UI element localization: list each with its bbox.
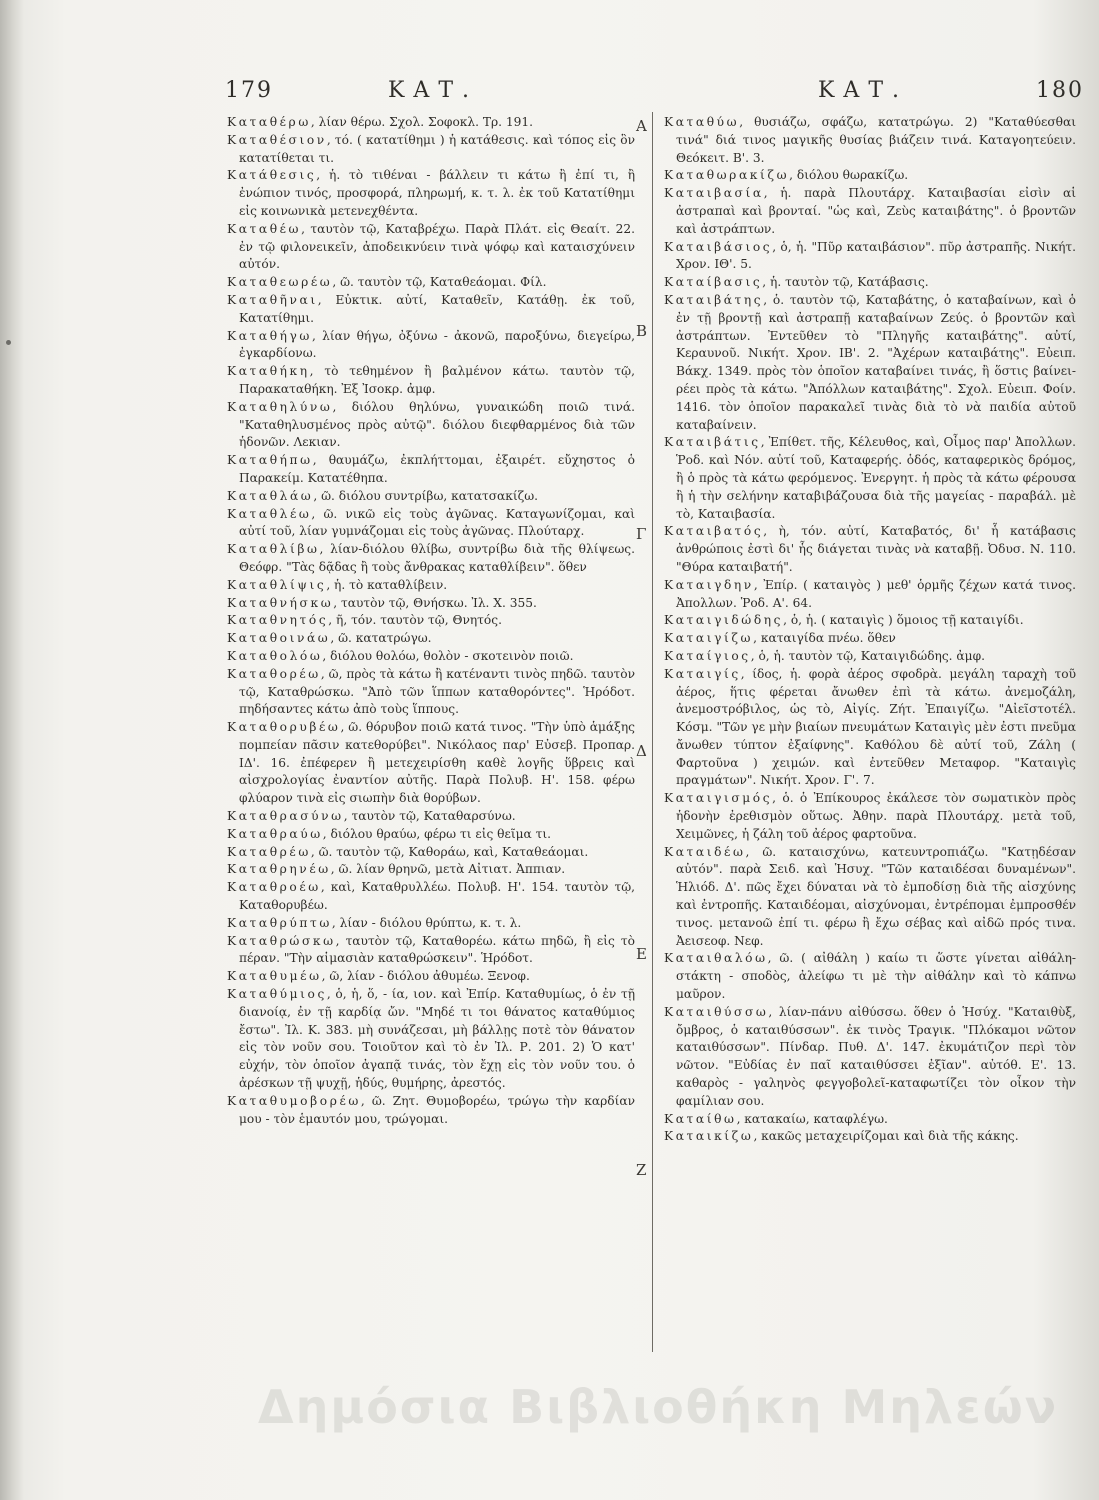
entry-definition: , κακῶς μεταχειρίζομαι καὶ διὰ τῆς κάκης. [753, 1129, 1019, 1144]
entry-headword: Καταθορέω [227, 666, 321, 681]
dictionary-entry [227, 1093, 635, 1129]
entry-definition: , τὸ τεθημένον ἢ βαλμένον κάτω. ταυτὸν τῷ, Παρακαταθήκη. Ἐξ Ἰσοκρ. ἀμφ. [239, 364, 635, 396]
dictionary-entry [227, 879, 635, 915]
entry-definition: , ῶ. νικῶ εἰς τοὺς ἀγῶνας. Καταγωνίζομαι, καὶ αὐτί τοῦ, λίαν γυμνάζομαι εἰς τοὺς ἀγῶνας. Πλούταρχ. [239, 506, 635, 539]
dictionary-entry [227, 363, 635, 399]
dictionary-entry [664, 167, 1076, 185]
entry-definition: , ῆ, τόν. ταυτὸν τῷ, Θνητός. [328, 613, 502, 628]
dictionary-entry [227, 933, 635, 969]
entry-headword: Καταθρηνέω [227, 862, 331, 877]
entry-headword: Καταθέρω [227, 115, 311, 129]
entry-definition: , διόλου θολόω, θολὸν - σκοτεινὸν ποιῶ. [322, 648, 574, 663]
entry-headword: Καταθεωρέω [227, 275, 333, 290]
right-column [664, 114, 1076, 1146]
margin-letter: Α [636, 117, 647, 135]
entry-definition: , καταιγίδα πνέω. ὅθεν [753, 631, 896, 646]
dictionary-entry [227, 328, 635, 364]
dictionary-entry [664, 790, 1076, 843]
entry-headword: Καταθρύπτω [227, 915, 332, 930]
entry-headword: Καταιγιδώδης [664, 613, 784, 628]
library-watermark: Δημόσια Βιβλιοθήκη Μηλεών [258, 1380, 1059, 1434]
entry-headword: Καταιδέω [664, 844, 746, 859]
entry-headword: Καταθορυβέω [227, 720, 341, 735]
entry-headword: Καταθλάω [227, 488, 314, 503]
dictionary-entry [227, 666, 635, 719]
dictionary-entry [227, 114, 635, 132]
entry-headword: Καταθυμοβορέω [227, 1093, 361, 1108]
entry-headword: Καταίθω [664, 1111, 737, 1126]
dictionary-entry [227, 399, 635, 452]
dictionary-entry [227, 274, 635, 292]
entry-definition: , ὴ, τόν. αὐτί, Καταβατός, δι' ἧ κατάβασις ἀνθρώποις ἐστὶ δι' ἧς διάγεται τινὰς νὰ καταβῇ. Ὀδυσ. Ν. 110. "Θύρα καταιβατή". [676, 524, 1076, 574]
entry-headword: Καταιθύσσω [664, 1004, 769, 1019]
entry-definition: , ῶ. καταισχύνω, κατευντροπιάζω. "Κατῃδέσαν αὐτόν". παρὰ Σειδ. καὶ Ἡσυχ. "Τῶν καταιδέσαι δυναμένων". Ἡλιόδ. Δ'. πῶς ἔχει δύναται νὰ τὸ ἐμποδίσῃ διὰ τῆς αἰσχύνης καὶ ἐντροπῆς. Καταιδέομαι, αἰσχύνομαι, ἐντρέπομαι ἐμπροσθέν τινος. μετανοῶ ἐπί τι. φέρω ἢ ἔχω σέβας καὶ αἰδῶ πρός τινα. Ἀεισεοφ. Νεφ. [676, 844, 1076, 948]
dictionary-entry [227, 488, 635, 506]
entry-headword: Καταθροέω [227, 880, 321, 895]
entry-headword: Καταθήπω [227, 453, 313, 468]
entry-headword: Καταθέω [227, 221, 302, 236]
entry-headword: Καταιγδην [664, 577, 754, 592]
dictionary-entry [227, 986, 635, 1093]
left-column [227, 114, 635, 1128]
dictionary-entry [227, 221, 635, 274]
entry-headword: Καταιβάσιος [664, 239, 773, 254]
entry-headword: Καταθλίβω [227, 542, 320, 557]
entry-headword: Καταιθαλόω [664, 951, 768, 966]
entry-definition: , θυσιάζω, σφάζω, κατατρώγω. 2) "Καταθύεσθαι τινά" διά τινος μαγικῆς θυσίας βιάζειν τινά. Καταγοητεύειν. Θεόκειτ. Β'. 3. [676, 115, 1076, 165]
right-page-number: 180 [1036, 78, 1084, 103]
entry-definition: , ὁ, ἡ. "Πῦρ καταιβάσιον". πῦρ ἀστραπῆς. Νικήτ. Χρον. ΙΘ'. 5. [676, 239, 1076, 272]
margin-letter: Δ [636, 742, 647, 760]
dictionary-entry [227, 915, 635, 933]
entry-definition: , ὁ. ταυτὸν τῷ, Καταβάτης, ὁ καταβαίνων, καὶ ὁ ἐν τῇ βροντῇ καὶ ἀστραπῇ καταβαίνων Ζεύς. ὁ βροντῶν καὶ ἀστράπτων. Ἐντεῦθεν τὸ "Πληγῆς καταιβάτης". αὐτί, Κεραυνοῦ. Νικήτ. Χρον. ΙΒ'. 2. "Ἀχέρων καταιβάτης". Εὐειπ. Βάκχ. 1349. πρὸς τὸν ὁποῖον καταβαίνει τινάς, ἢ ὅστις βαίνει-ρέει πρὸς τὰ κάτω. "Ἀπόλλων καταιβάτης". Σχολ. Εὐειπ. Φοίν. 1416. τὸν ὁποῖον παρακαλεῖ τινὰς διὰ τὸ νὰ παιδία αὐτοῦ καταβαίνειν. [676, 292, 1076, 432]
binding-shadow [0, 0, 24, 1500]
dictionary-entry [227, 132, 635, 168]
entry-headword: Καταθωρακίζω [664, 168, 790, 183]
entry-headword: Καταθέσιον [227, 132, 327, 147]
entry-definition: , ῶ. διόλου συντρίβω, κατατσακίζω. [313, 488, 539, 503]
dictionary-entry [227, 292, 635, 328]
entry-headword: Καταιγίζω [664, 631, 754, 646]
entry-headword: Καταίγιος [664, 648, 751, 663]
dictionary-entry [664, 185, 1076, 238]
dictionary-entry [227, 808, 635, 826]
left-running-head: ΚΑΤ. [388, 78, 478, 103]
dictionary-entry [227, 861, 635, 879]
entry-headword: Καταθήκη [227, 364, 310, 379]
entry-definition: , λίαν - διόλου θρύπτω, κ. τ. λ. [331, 915, 522, 930]
entry-definition: , ίδος, ἡ. φορὰ ἀέρος σφοδρὰ. μεγάλη ταραχὴ τοῦ ἀέρος, ἥτις φέρεται ἄνωθεν ἐπὶ τὰ κάτω. ἀνεμοζάλη, ἀνεμοστρόβιλος, ὡς τὸ, Αἰγίς. Ζήτ. Ἐπαιγίζω. "Αἰεῖστοτέλ. Κόσμ. "Τῶν γε μὴν βιαίων πνευμάτων Καταιγὶς μὲν ἐστι πνεῦμα ἄνωθεν τύπτον ἐξαίφνης". Καθόλου δὲ αὐτί τοῦ, Ζάλη ( Φαρτοῦνα ) χειμών. καὶ ἐντεῦθεν Μεταφορ. "Καταιγὶς πραγμάτων". Νικήτ. Χρον. Γ'. 7. [676, 666, 1076, 788]
entry-definition: , λίαν-διόλου θλίβω, συντρίβω διὰ τῆς θλίψεως. Θεόφρ. "Τὰς δᾷδας ἢ τοὺς ἄνθρακας καταθλίβειν". ὅθεν [239, 542, 635, 574]
entry-headword: Καταθύω [664, 115, 740, 129]
entry-headword: Καταθηλύνω [227, 399, 333, 414]
dictionary-entry [664, 577, 1076, 613]
dictionary-entry [227, 719, 635, 808]
entry-definition: , διόλου θωρακίζω. [789, 168, 909, 183]
entry-headword: Καταθρώσκω [227, 933, 336, 948]
entry-definition: , διόλου θραύω, φέρω τι εἰς θεῖμα τι. [322, 826, 552, 841]
entry-headword: Καταιβατός [664, 524, 764, 539]
entry-definition: , ῶ. θόρυβον ποιῶ κατά τινος. "Τὴν ὑπὸ ἁμάξης πομπείαν πᾶσιν κατεθορύβει". Νικόλαος παρ' Εὐσεβ. Προπαρ. ΙΔ'. 16. ἐπέφερεν ἢ μετεχειρίσθη καθὲ λογῆς ὕβρεις καὶ αἰσχρολογίας ἐναντίον αὐτῆς. Παρὰ Πολυβ. Η'. 158. φέρω φλύαρον τινὰ εἰς σιωπὴν διὰ θορύβων. [239, 720, 635, 806]
dictionary-entry [664, 1128, 1076, 1146]
entry-definition: , τό. ( κατατίθημι ) ἡ κατάθεσις. καὶ τόπος εἰς ὃν κατατίθεται τι. [239, 132, 635, 165]
dictionary-entry [664, 292, 1076, 434]
dictionary-entry [227, 595, 635, 613]
entry-definition: , ἡ. ταυτὸν τῷ, Κατάβασις. [762, 275, 929, 290]
entry-definition: , ῶ. λίαν θρηνῶ, μετὰ Αἰτιατ. Ἀππιαν. [330, 862, 566, 877]
entry-headword: Κατάθεσις [227, 168, 317, 183]
entry-headword: Καταθραύω [227, 826, 323, 841]
entry-definition: , λίαν-πάνυ αἰθύσσω. ὅθεν ὁ Ἡσύχ. "Καταιθὺξ, ὄμβρος, ὁ καταιθύσσων". ἐκ τινὸς Τραγικ. "Πλόκαμοι νῶτον καταιθύσσων". Πίνδαρ. Πυθ. Δ'. 147. ἐκυμάτιζον περὶ τὸν νῶτον. "Εὐδίας ἐν παῖ καταιθύσσει ἐξῖαν". αὐτόθ. Ε'. 13. καθαρὸς - γαληνὸς φεγγοβολεῖ-καταφωτίζει τὸν οἶκον τὴν φαμίλιαν σου. [676, 1004, 1076, 1108]
entry-definition: , κατακαίω, καταφλέγω. [736, 1111, 888, 1126]
entry-definition: , ταυτὸν τῷ, Καταβρέχω. Παρὰ Πλάτ. εἰς Θεαίτ. 22. ἐν τῷ φιλονεικεῖν, ἀποδεικνύειν τινὰ ψόφῳ καὶ καταισχύνειν αὐτόν. [239, 221, 635, 272]
left-page-number: 179 [225, 78, 273, 103]
entry-headword: Καταθλέω [227, 506, 312, 521]
dictionary-entry [664, 274, 1076, 292]
entry-definition: , ῶ. ταυτὸν τῷ, Καταθεάομαι. Φίλ. [332, 275, 547, 290]
entry-definition: , ὁ. ὁ Ἐπίκουρος ἐκάλεσε τὸν σωματικὸν πρὸς ἡδονὴν ἐρεθισμὸν οὕτως. Ἀθην. παρὰ Πλουτάρχ. μετὰ τοῦ, Χειμῶνες, ἡ ζάλη τοῦ ἀέρος φαρτοῦνα. [676, 791, 1076, 841]
dictionary-entry [664, 630, 1076, 648]
margin-letter: Ε [636, 945, 647, 963]
entry-definition: , ὁ, ἡ, ὅ, - ία, ιον. καὶ Ἐπίρ. Καταθυμίως, ὁ ἐν τῇ διανοίᾳ, ἐν τῇ καρδίᾳ ὤν. "Μηδέ τι τοι θάνατος καταθύμιος ἔστω". Ἰλ. Κ. 383. μὴ συνάζεσαι, μὴ βάλλῃς ποτὲ τὸν θάνατον εἰς τὸν νοῦν σου. Τοιοῦτον καὶ τὸ ἐν Ἰλ. Ρ. 201. 2) Ὁ κατ' εὐχήν, τὸν ὁποῖον ἀγαπᾷ τινάς, τὸν ἔχῃ εἰς τὸν νοῦν του. ὁ ἀρέσκων τῇ ψυχῇ, ἡδύς, θυμήρης, ἀρεστός. [239, 987, 635, 1091]
column-divider [652, 112, 653, 1352]
dictionary-entry [664, 950, 1076, 1003]
entry-definition: , ἡ. παρὰ Πλουτάρχ. Καταιβασίαι εἰσὶν αἱ ἀστραπαὶ καὶ βρονταί. "ὡς καὶ, Ζεὺς καταιβάτης". ὁ βροντῶν καὶ ἀστράπτων. [676, 186, 1076, 236]
entry-definition: , ῶ. Ζητ. Θυμοβορέω, τρώγω τὴν καρδίαν μου - τὸν ἑμαυτόν μου, τρώγομαι. [239, 1093, 635, 1126]
entry-definition: , θαυμάζω, ἐκπλήττομαι, ἐξαιρέτ. εὔχηστος ὁ Παρακείμ. Κατατέθηπα. [239, 453, 635, 485]
entry-headword: Καταθρέω [227, 844, 311, 859]
entry-headword: Καταθῆναι [227, 292, 318, 307]
entry-headword: Καταιβάτις [664, 435, 761, 450]
dictionary-entry [227, 826, 635, 844]
dictionary-entry [664, 1111, 1076, 1129]
entry-headword: Καταικίζω [664, 1129, 754, 1144]
dictionary-entry [227, 612, 635, 630]
margin-letter: Ζ [636, 1161, 647, 1179]
entry-headword: Καταθνητός [227, 613, 329, 628]
entry-headword: Καταθοινάω [227, 631, 331, 646]
entry-definition: , Ἐπίθετ. τῆς, Κέλευθος, καὶ, Οἶμος παρ' Ἀπολλων. Ῥοδ. καὶ Νόν. αὐτί τοῦ, Καταφερής. ὁδός, καταφερικὸς δρόμος, ἢ ὁ πρὸς τὰ κάτω φερόμενος. Ἐνεργητ. ἡ πρὸς τὰ κάτω φέρουσα ἢ ἡ τὴν σελήνην καταβιβάζουσα διὰ τῆς μαγείας - παραβάλ. μὲ τὸ, Καταιβασία. [676, 435, 1076, 521]
entry-definition: , ἡ. τὸ τιθέναι - βάλλειν τι κάτω ἢ ἐπί τι, ἢ ἐνώπιον τινός, προσφορά, πληρωμή, κ. τ. λ. ἐκ τοῦ Κατατίθημι εἰς κοινωνικὰ μετενεχθέντα. [239, 168, 635, 218]
dictionary-entry [227, 968, 635, 986]
entry-headword: Καταθυμέω [227, 969, 322, 984]
margin-letter: Β [636, 322, 648, 340]
entry-definition: , ταυτὸν τῷ, Καταθορέω. κάτω πηδῶ, ἢ εἰς τὸ πέραν. "Τὴν αἱμασιὰν καταθρώσκειν". Ἡρόδοτ. [239, 933, 635, 966]
entry-definition: , καὶ, Καταθρυλλέω. Πολυβ. Η'. 154. ταυτὸν τῷ, Καταθορυβέω. [239, 880, 635, 913]
dictionary-entry [664, 239, 1076, 275]
entry-headword: Καταιγισμός [664, 791, 773, 806]
dictionary-entry [664, 1004, 1076, 1111]
entry-definition: , ὁ, ἡ. ( καταιγὶς ) ὅμοιος τῇ καταιγίδι. [783, 613, 1024, 628]
dictionary-entry [227, 167, 635, 220]
entry-definition: , ῶ. ταυτὸν τῷ, Καθοράω, καὶ, Καταθεάομαι. [310, 844, 589, 859]
entry-headword: Καταιγίς [664, 666, 741, 681]
entry-headword: Καταθύμιος [227, 987, 327, 1002]
entry-headword: Καταίβασις [664, 275, 763, 290]
entry-definition: , ῶ, πρὸς τὰ κάτω ἢ κατέναντι τινὸς πηδῶ. ταυτὸν τῷ, Καταθρώσκω. "Ἀπὸ τῶν ἵππων καταθορόντες". Ἡρόδοτ. πηδήσαντες κάτω ἀπὸ τοὺς ἵππους. [239, 666, 635, 717]
entry-definition: , ὁ, ἡ. ταυτὸν τῷ, Καταιγιδώδης. ἀμφ. [750, 648, 985, 663]
entry-definition: , ἡ. τὸ καταθλίβειν. [326, 577, 448, 592]
dictionary-entry [227, 630, 635, 648]
right-running-head: ΚΑΤ. [818, 78, 908, 103]
entry-definition: , διόλου θηλύνω, γυναικώδη ποιῶ τινά. "Καταθηλυσμένος πρὸς αὐτῷ". διόλου διεφθαρμένος διὰ τῶν ἡδονῶν. Λεκιαν. [239, 399, 635, 450]
entry-definition: , λίαν θήγω, ὀξύνω - ἀκονῶ, παροξύνω, διεγείρω, ἐγκαρδίονω. [239, 328, 635, 361]
entry-headword: Καταιβασία [664, 186, 764, 201]
dictionary-entry [227, 648, 635, 666]
entry-headword: Καταθολόω [227, 648, 323, 663]
entry-headword: Καταθήγω [227, 328, 312, 343]
dictionary-entry [227, 577, 635, 595]
dictionary-entry [227, 452, 635, 488]
dictionary-entry [664, 666, 1076, 791]
entry-definition: , ῶ, λίαν - διόλου ἀθυμέω. Ξενοφ. [321, 969, 530, 984]
dictionary-entry [664, 612, 1076, 630]
dictionary-entry [664, 434, 1076, 523]
dictionary-entry [227, 541, 635, 577]
entry-definition: , ταυτὸν τῷ, Καταθαρσύνω. [343, 809, 516, 824]
dictionary-entry [664, 648, 1076, 666]
entry-headword: Καταθλίψις [227, 577, 327, 592]
entry-definition: , Ἐπίρ. ( καταιγὸς ) μεθ' ὁρμῆς ζέχων κατά τινος. Ἀπολλων. Ῥοδ. Α'. 64. [676, 577, 1076, 610]
entry-definition: , λίαν θέρω. Σχολ. Σοφοκλ. Τρ. 191. [310, 115, 534, 129]
dictionary-entry [664, 523, 1076, 576]
dictionary-entry [227, 844, 635, 862]
entry-headword: Καταθρασύνω [227, 809, 344, 824]
entry-definition: , ῶ. ( αἰθάλη ) καίω τι ὥστε γίνεται αἰθάλη-στάκτη - σποδὸς, ἀλείφω τι μὲ τὴν αἰθάλην καὶ τὸ κάπνω μαῦρον. [676, 951, 1076, 1002]
binding-hole [6, 340, 11, 345]
entry-headword: Καταιβάτης [664, 292, 764, 307]
dictionary-entry [664, 844, 1076, 951]
margin-letter: Γ [636, 525, 647, 543]
entry-headword: Καταθνήσκω [227, 595, 334, 610]
entry-definition: , ταυτὸν τῷ, Θνήσκω. Ἰλ. Χ. 355. [333, 595, 537, 610]
entry-definition: , Εὐκτικ. αὐτί, Καταθεῖν, Κατάθῃ. ἐκ τοῦ, Κατατίθημι. [239, 292, 635, 325]
entry-definition: , ῶ. κατατρώγω. [330, 631, 432, 646]
dictionary-entry [227, 506, 635, 542]
dictionary-entry [664, 114, 1076, 167]
